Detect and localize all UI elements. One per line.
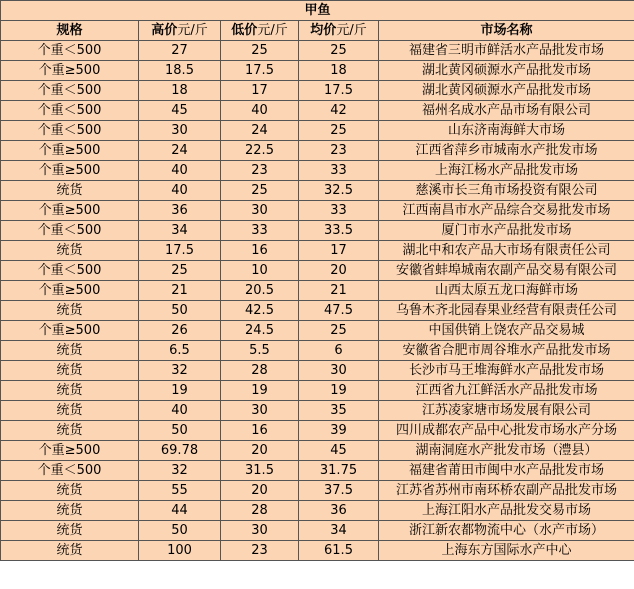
cell-spec: 个重＜500	[1, 221, 139, 241]
cell-avg-price: 19	[299, 381, 379, 401]
cell-low-price: 16	[221, 421, 299, 441]
table-row	[1, 301, 634, 321]
table-row	[1, 61, 634, 81]
cell-low-price: 33	[221, 221, 299, 241]
cell-low-price: 24	[221, 121, 299, 141]
cell-avg-price: 17	[299, 241, 379, 261]
table-row	[1, 101, 634, 121]
cell-spec: 个重≥500	[1, 281, 139, 301]
cell-market-name: 慈溪市长三角市场投资有限公司	[379, 181, 634, 201]
cell-market-name: 安徽省合肥市周谷堆水产品批发市场	[379, 341, 634, 361]
cell-low-price: 10	[221, 261, 299, 281]
table-row	[1, 261, 634, 281]
cell-spec: 个重＜500	[1, 461, 139, 481]
cell-low-price: 17	[221, 81, 299, 101]
cell-high-price: 26	[139, 321, 221, 341]
cell-market-name: 福建省莆田市闽中水产品批发市场	[379, 461, 634, 481]
cell-high-price: 50	[139, 421, 221, 441]
cell-market-name: 上海江杨水产品批发市场	[379, 161, 634, 181]
cell-high-price: 55	[139, 481, 221, 501]
cell-avg-price: 33.5	[299, 221, 379, 241]
cell-market-name: 湖北中和农产品大市场有限责任公司	[379, 241, 634, 261]
table-row	[1, 121, 634, 141]
cell-high-price: 17.5	[139, 241, 221, 261]
table-row	[1, 81, 634, 101]
cell-market-name: 山西太原五龙口海鲜市场	[379, 281, 634, 301]
cell-low-price: 19	[221, 381, 299, 401]
cell-spec: 个重＜500	[1, 121, 139, 141]
table-row	[1, 461, 634, 481]
table-row	[1, 321, 634, 341]
cell-high-price: 69.78	[139, 441, 221, 461]
cell-low-price: 20	[221, 481, 299, 501]
table-row	[1, 281, 634, 301]
cell-low-price: 17.5	[221, 61, 299, 81]
cell-high-price: 18	[139, 81, 221, 101]
cell-avg-price: 6	[299, 341, 379, 361]
table-row	[1, 501, 634, 521]
header-row	[1, 21, 634, 41]
cell-avg-price: 25	[299, 121, 379, 141]
cell-high-price: 30	[139, 121, 221, 141]
cell-low-price: 23	[221, 541, 299, 561]
cell-avg-price: 35	[299, 401, 379, 421]
cell-avg-price: 18	[299, 61, 379, 81]
table-row	[1, 41, 634, 61]
cell-high-price: 44	[139, 501, 221, 521]
cell-high-price: 40	[139, 401, 221, 421]
table-row	[1, 361, 634, 381]
cell-avg-price: 33	[299, 161, 379, 181]
table-row	[1, 161, 634, 181]
cell-market-name: 湖南洞庭水产批发市场（澧县）	[379, 441, 634, 461]
cell-low-price: 40	[221, 101, 299, 121]
header-avg-label: 均价	[310, 23, 337, 38]
table-row	[1, 521, 634, 541]
cell-avg-price: 37.5	[299, 481, 379, 501]
cell-high-price: 32	[139, 361, 221, 381]
cell-market-name: 上海东方国际水产中心	[379, 541, 634, 561]
cell-market-name: 湖北黄冈硕源水产品批发市场	[379, 81, 634, 101]
cell-high-price: 24	[139, 141, 221, 161]
cell-low-price: 20.5	[221, 281, 299, 301]
header-low	[221, 21, 299, 41]
header-high	[139, 21, 221, 41]
cell-avg-price: 25	[299, 41, 379, 61]
cell-high-price: 27	[139, 41, 221, 61]
cell-avg-price: 36	[299, 501, 379, 521]
cell-low-price: 25	[221, 181, 299, 201]
cell-spec: 统货	[1, 521, 139, 541]
cell-spec: 统货	[1, 381, 139, 401]
cell-market-name: 江西省九江鲜活水产品批发市场	[379, 381, 634, 401]
table-row	[1, 141, 634, 161]
header-high-unit: 元/斤	[177, 23, 208, 38]
cell-high-price: 19	[139, 381, 221, 401]
cell-low-price: 31.5	[221, 461, 299, 481]
cell-avg-price: 33	[299, 201, 379, 221]
table-row	[1, 241, 634, 261]
cell-spec: 统货	[1, 481, 139, 501]
cell-avg-price: 42	[299, 101, 379, 121]
cell-spec: 统货	[1, 501, 139, 521]
cell-avg-price: 25	[299, 321, 379, 341]
table-row	[1, 541, 634, 561]
cell-market-name: 江西省萍乡市城南水产批发市场	[379, 141, 634, 161]
table-row	[1, 201, 634, 221]
cell-avg-price: 30	[299, 361, 379, 381]
cell-market-name: 山东济南海鲜大市场	[379, 121, 634, 141]
cell-high-price: 100	[139, 541, 221, 561]
cell-avg-price: 45	[299, 441, 379, 461]
cell-spec: 统货	[1, 241, 139, 261]
cell-high-price: 6.5	[139, 341, 221, 361]
header-avg-unit: 元/斤	[336, 23, 367, 38]
cell-high-price: 36	[139, 201, 221, 221]
cell-low-price: 24.5	[221, 321, 299, 341]
cell-avg-price: 21	[299, 281, 379, 301]
cell-market-name: 四川成都农产品中心批发市场水产分场	[379, 421, 634, 441]
cell-high-price: 45	[139, 101, 221, 121]
cell-high-price: 34	[139, 221, 221, 241]
cell-avg-price: 39	[299, 421, 379, 441]
cell-low-price: 25	[221, 41, 299, 61]
cell-low-price: 28	[221, 361, 299, 381]
cell-market-name: 江苏省苏州市南环桥农副产品批发市场	[379, 481, 634, 501]
title-row	[1, 1, 634, 21]
table-row	[1, 381, 634, 401]
cell-market-name: 浙江新农都物流中心（水产市场）	[379, 521, 634, 541]
table-row	[1, 441, 634, 461]
cell-market-name: 江西南昌市水产品综合交易批发市场	[379, 201, 634, 221]
cell-spec: 统货	[1, 181, 139, 201]
cell-low-price: 30	[221, 401, 299, 421]
cell-avg-price: 32.5	[299, 181, 379, 201]
cell-spec: 统货	[1, 361, 139, 381]
cell-low-price: 30	[221, 521, 299, 541]
cell-avg-price: 20	[299, 261, 379, 281]
cell-market-name: 江苏凌家塘市场发展有限公司	[379, 401, 634, 421]
cell-low-price: 42.5	[221, 301, 299, 321]
cell-spec: 个重≥500	[1, 61, 139, 81]
cell-high-price: 40	[139, 161, 221, 181]
cell-high-price: 50	[139, 521, 221, 541]
cell-high-price: 40	[139, 181, 221, 201]
cell-market-name: 厦门市水产品批发市场	[379, 221, 634, 241]
header-low-unit: 元/斤	[257, 23, 288, 38]
cell-spec: 个重≥500	[1, 321, 139, 341]
cell-low-price: 30	[221, 201, 299, 221]
cell-low-price: 23	[221, 161, 299, 181]
cell-spec: 个重＜500	[1, 101, 139, 121]
cell-avg-price: 23	[299, 141, 379, 161]
header-spec: 规格	[1, 21, 139, 41]
cell-spec: 个重≥500	[1, 141, 139, 161]
table-row	[1, 221, 634, 241]
cell-spec: 统货	[1, 421, 139, 441]
cell-market-name: 福州名成水产品市场有限公司	[379, 101, 634, 121]
cell-high-price: 50	[139, 301, 221, 321]
cell-avg-price: 31.75	[299, 461, 379, 481]
cell-spec: 个重＜500	[1, 261, 139, 281]
cell-low-price: 5.5	[221, 341, 299, 361]
cell-market-name: 长沙市马王堆海鲜水产品批发市场	[379, 361, 634, 381]
cell-high-price: 18.5	[139, 61, 221, 81]
cell-market-name: 上海江阳水产品批发交易市场	[379, 501, 634, 521]
header-low-label: 低价	[231, 23, 258, 38]
header-high-label: 高价	[151, 23, 178, 38]
cell-spec: 个重≥500	[1, 161, 139, 181]
cell-market-name: 湖北黄冈硕源水产品批发市场	[379, 61, 634, 81]
cell-avg-price: 47.5	[299, 301, 379, 321]
table-row	[1, 481, 634, 501]
cell-avg-price: 17.5	[299, 81, 379, 101]
cell-spec: 统货	[1, 401, 139, 421]
table-title: 甲鱼	[1, 1, 634, 21]
cell-spec: 个重＜500	[1, 81, 139, 101]
cell-high-price: 25	[139, 261, 221, 281]
cell-market-name: 安徽省蚌埠城南农副产品交易有限公司	[379, 261, 634, 281]
cell-spec: 个重＜500	[1, 41, 139, 61]
cell-low-price: 22.5	[221, 141, 299, 161]
table-row	[1, 341, 634, 361]
cell-avg-price: 61.5	[299, 541, 379, 561]
cell-avg-price: 34	[299, 521, 379, 541]
table-row	[1, 401, 634, 421]
cell-spec: 个重≥500	[1, 201, 139, 221]
header-market: 市场名称	[379, 21, 634, 41]
cell-high-price: 21	[139, 281, 221, 301]
cell-spec: 个重≥500	[1, 441, 139, 461]
cell-market-name: 中国供销上饶农产品交易城	[379, 321, 634, 341]
cell-spec: 统货	[1, 301, 139, 321]
cell-market-name: 福建省三明市鲜活水产品批发市场	[379, 41, 634, 61]
table-row	[1, 181, 634, 201]
cell-high-price: 32	[139, 461, 221, 481]
cell-low-price: 20	[221, 441, 299, 461]
cell-spec: 统货	[1, 341, 139, 361]
header-avg	[299, 21, 379, 41]
cell-market-name: 乌鲁木齐北园春果业经营有限责任公司	[379, 301, 634, 321]
table-row	[1, 421, 634, 441]
table-body	[1, 1, 634, 561]
cell-low-price: 16	[221, 241, 299, 261]
cell-low-price: 28	[221, 501, 299, 521]
cell-spec: 统货	[1, 541, 139, 561]
